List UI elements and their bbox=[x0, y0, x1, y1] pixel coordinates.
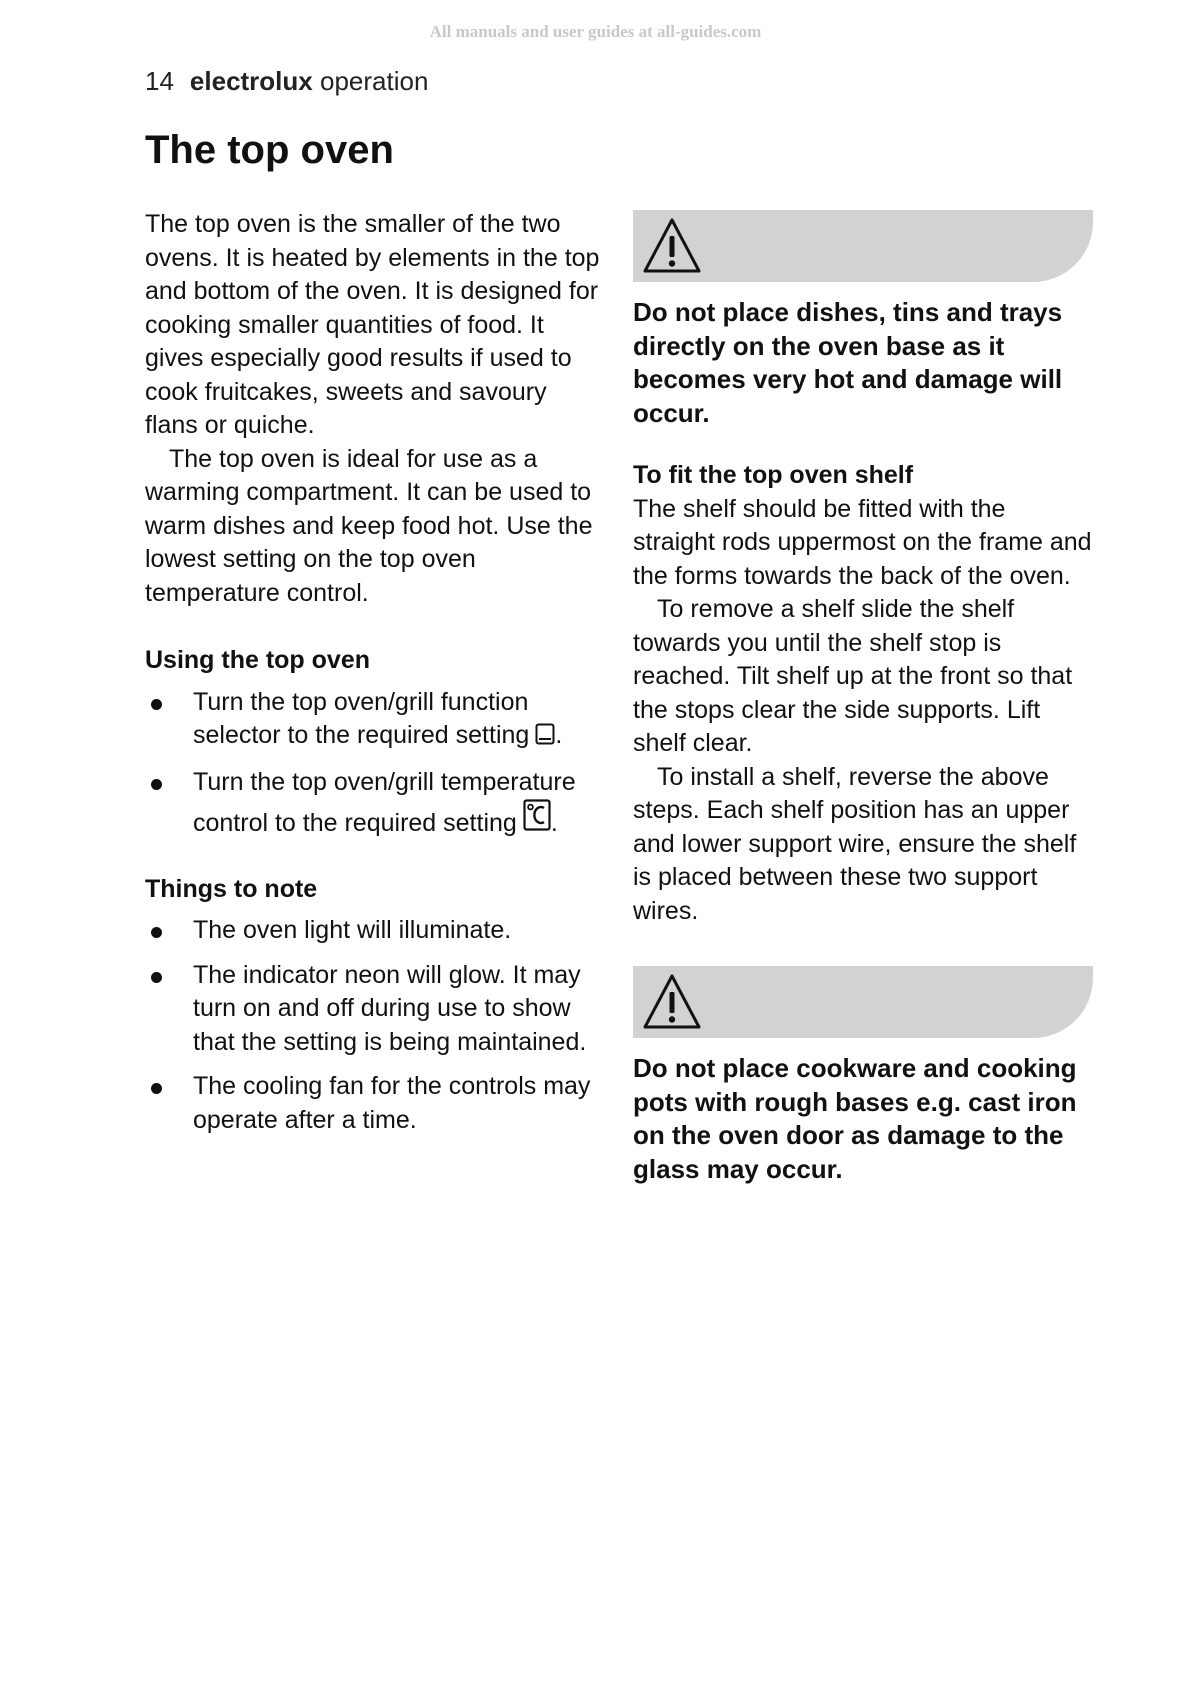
page-title: The top oven bbox=[145, 128, 394, 172]
notes-list bbox=[145, 914, 605, 1137]
watermark: All manuals and user guides at all-guides.com bbox=[429, 22, 762, 41]
intro-paragraph-2: The top oven is ideal for use as a warming compartment. It can be used to warm dishes and keep food hot. Use the lowest setting on the top oven temperature control. bbox=[145, 444, 593, 607]
page-header bbox=[145, 66, 428, 97]
warning-banner bbox=[633, 966, 1093, 1038]
bullet-icon bbox=[151, 779, 162, 790]
page-number: 14 bbox=[145, 66, 174, 96]
using-list bbox=[145, 686, 605, 841]
bullet-icon bbox=[151, 699, 162, 710]
warning-text-1: Do not place dishes, tins and trays directly on the oven base as it becomes very hot and damage will occur. bbox=[633, 297, 1063, 428]
bullet-icon bbox=[151, 1083, 162, 1094]
intro-paragraph-1: The top oven is the smaller of the two ovens. It is heated by elements in the top and bottom of the oven. It is designed for cooking smaller quantities of food. It gives especially good results if used to cook fruitcakes, sweets and savoury flans or quiche. bbox=[145, 210, 600, 439]
bullet-icon bbox=[151, 972, 162, 983]
notes-heading: Things to note bbox=[145, 874, 318, 903]
brand-name: electrolux bbox=[189, 66, 313, 96]
fit-shelf-heading: To fit the top oven shelf bbox=[633, 461, 914, 489]
warning-text-2: Do not place cookware and cooking pots with rough bases e.g. cast iron on the oven door as damage to the glass may occur. bbox=[633, 1053, 1077, 1184]
celsius-icon bbox=[523, 799, 551, 841]
list-item: The oven light will illuminate. bbox=[145, 914, 605, 948]
oven-function-icon bbox=[535, 721, 555, 755]
list-item: The indicator neon will glow. It may turn on and off during use to show that the setting is being maintained. bbox=[145, 959, 605, 1060]
right-column bbox=[633, 208, 1093, 1186]
list-item: Turn the top oven/grill temperature control to the required setting . bbox=[145, 766, 605, 841]
using-heading: Using the top oven bbox=[145, 646, 370, 674]
bullet-icon bbox=[151, 927, 162, 938]
fit-shelf-paragraph-2: To remove a shelf slide the shelf towards you until the shelf stop is reached. Tilt shelf up at the front so that the stops clear the side supports. Lift shelf clear. bbox=[633, 595, 1073, 757]
list-item: Turn the top oven/grill function selector to the required setting . bbox=[145, 686, 605, 755]
warning-icon bbox=[641, 216, 703, 276]
fit-shelf-paragraph-1: The shelf should be fitted with the straight rods uppermost on the frame and the forms towards the back of the oven. bbox=[633, 494, 1092, 590]
section-name: operation bbox=[319, 66, 429, 96]
warning-icon bbox=[641, 972, 703, 1032]
warning-banner bbox=[633, 210, 1093, 282]
fit-shelf-paragraph-3: To install a shelf, reverse the above steps. Each shelf position has an upper and lower support wire, ensure the shelf is placed between these two support wires. bbox=[633, 762, 1077, 925]
left-column bbox=[145, 208, 605, 1148]
list-item: The cooling fan for the controls may operate after a time. bbox=[145, 1070, 605, 1137]
